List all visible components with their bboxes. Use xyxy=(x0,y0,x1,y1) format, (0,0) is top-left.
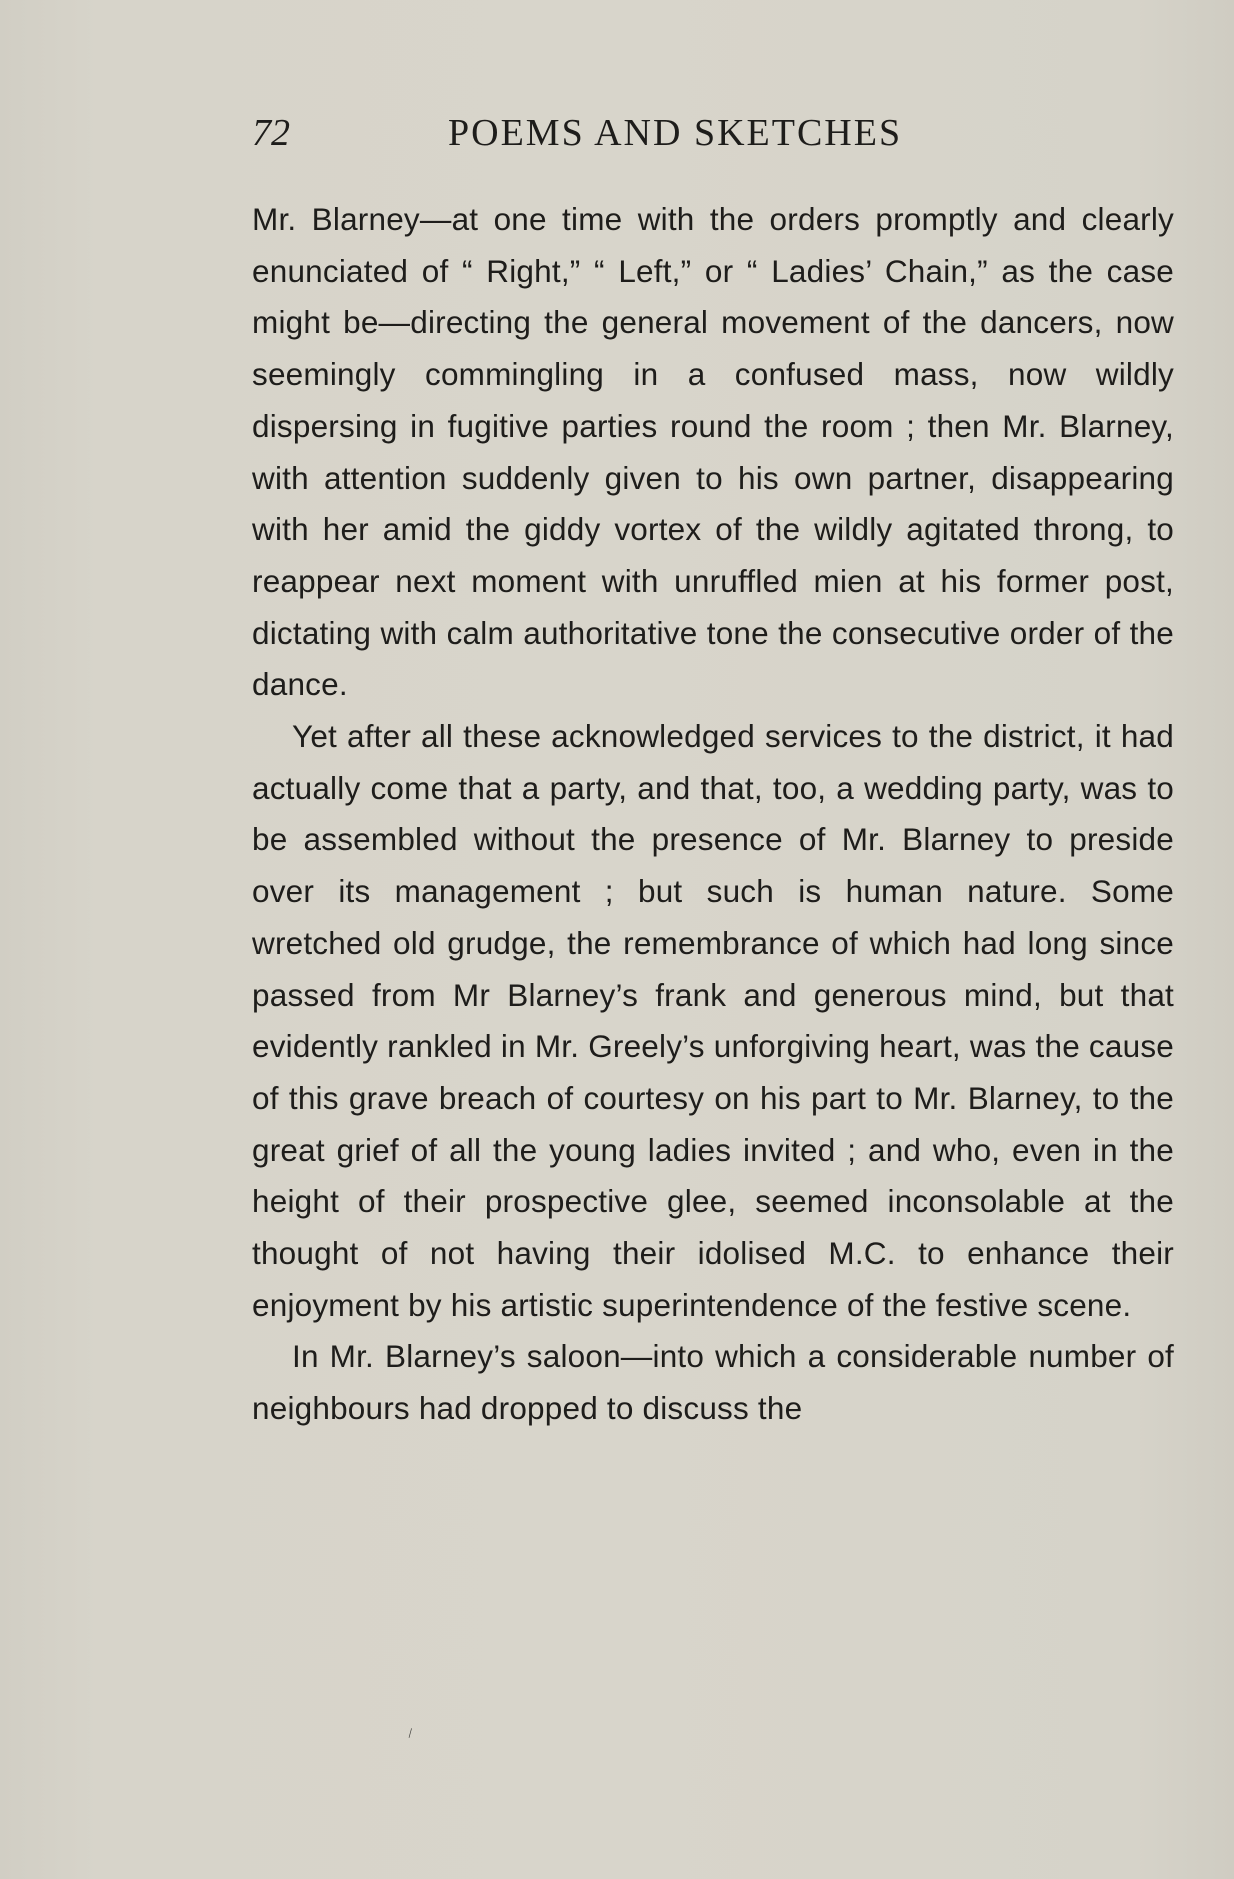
page-number: 72 xyxy=(252,112,290,154)
stray-mark: \ xyxy=(403,1726,416,1742)
paragraph-2: Yet after all these acknowledged services to the district, it had actually come that a party, and that, too, a wedding party, was to be assembled without the presence of Mr. Blarney to preside over its management ; but such is human nature. Some wretched old grudge, the remembrance of which had long since passed from Mr Blarney’s frank and generous mind, but that evidently rankled in Mr. Greely’s unforgiving heart, was the cause of this grave breach of courtesy on his part to Mr. Blarney, to the great grief of all the young ladies invited ; and who, even in the height of their prospective glee, seemed inconsolable at the thought of not having their idolised M.C. to enhance their enjoyment by his artistic superintendence of the festive scene. xyxy=(252,718,1174,1323)
paragraph-1: Mr. Blarney—at one time with the orders promptly and clearly enunciated of “ Right,” “ Left,” or “ Ladies’ Chain,” as the case might be—directing the general movement of the dancers, now seemingly commingling in a confused mass, now wildly dispersing in fugitive parties round the room ; then Mr. Blarney, with attention suddenly given to his own partner, disappearing with her amid the giddy vortex of the wildly agitated throng, to reappear next moment with unruffled mien at his former post, dictating with calm authoritative tone the consecutive order of the dance. xyxy=(252,201,1174,703)
paragraph-3: In Mr. Blarney’s saloon—into which a considerable number of neighbours had dropped to discuss the xyxy=(252,1338,1174,1427)
page-header xyxy=(252,108,990,158)
running-title: POEMS AND SKETCHES xyxy=(448,112,903,154)
page-body xyxy=(252,194,1174,1435)
